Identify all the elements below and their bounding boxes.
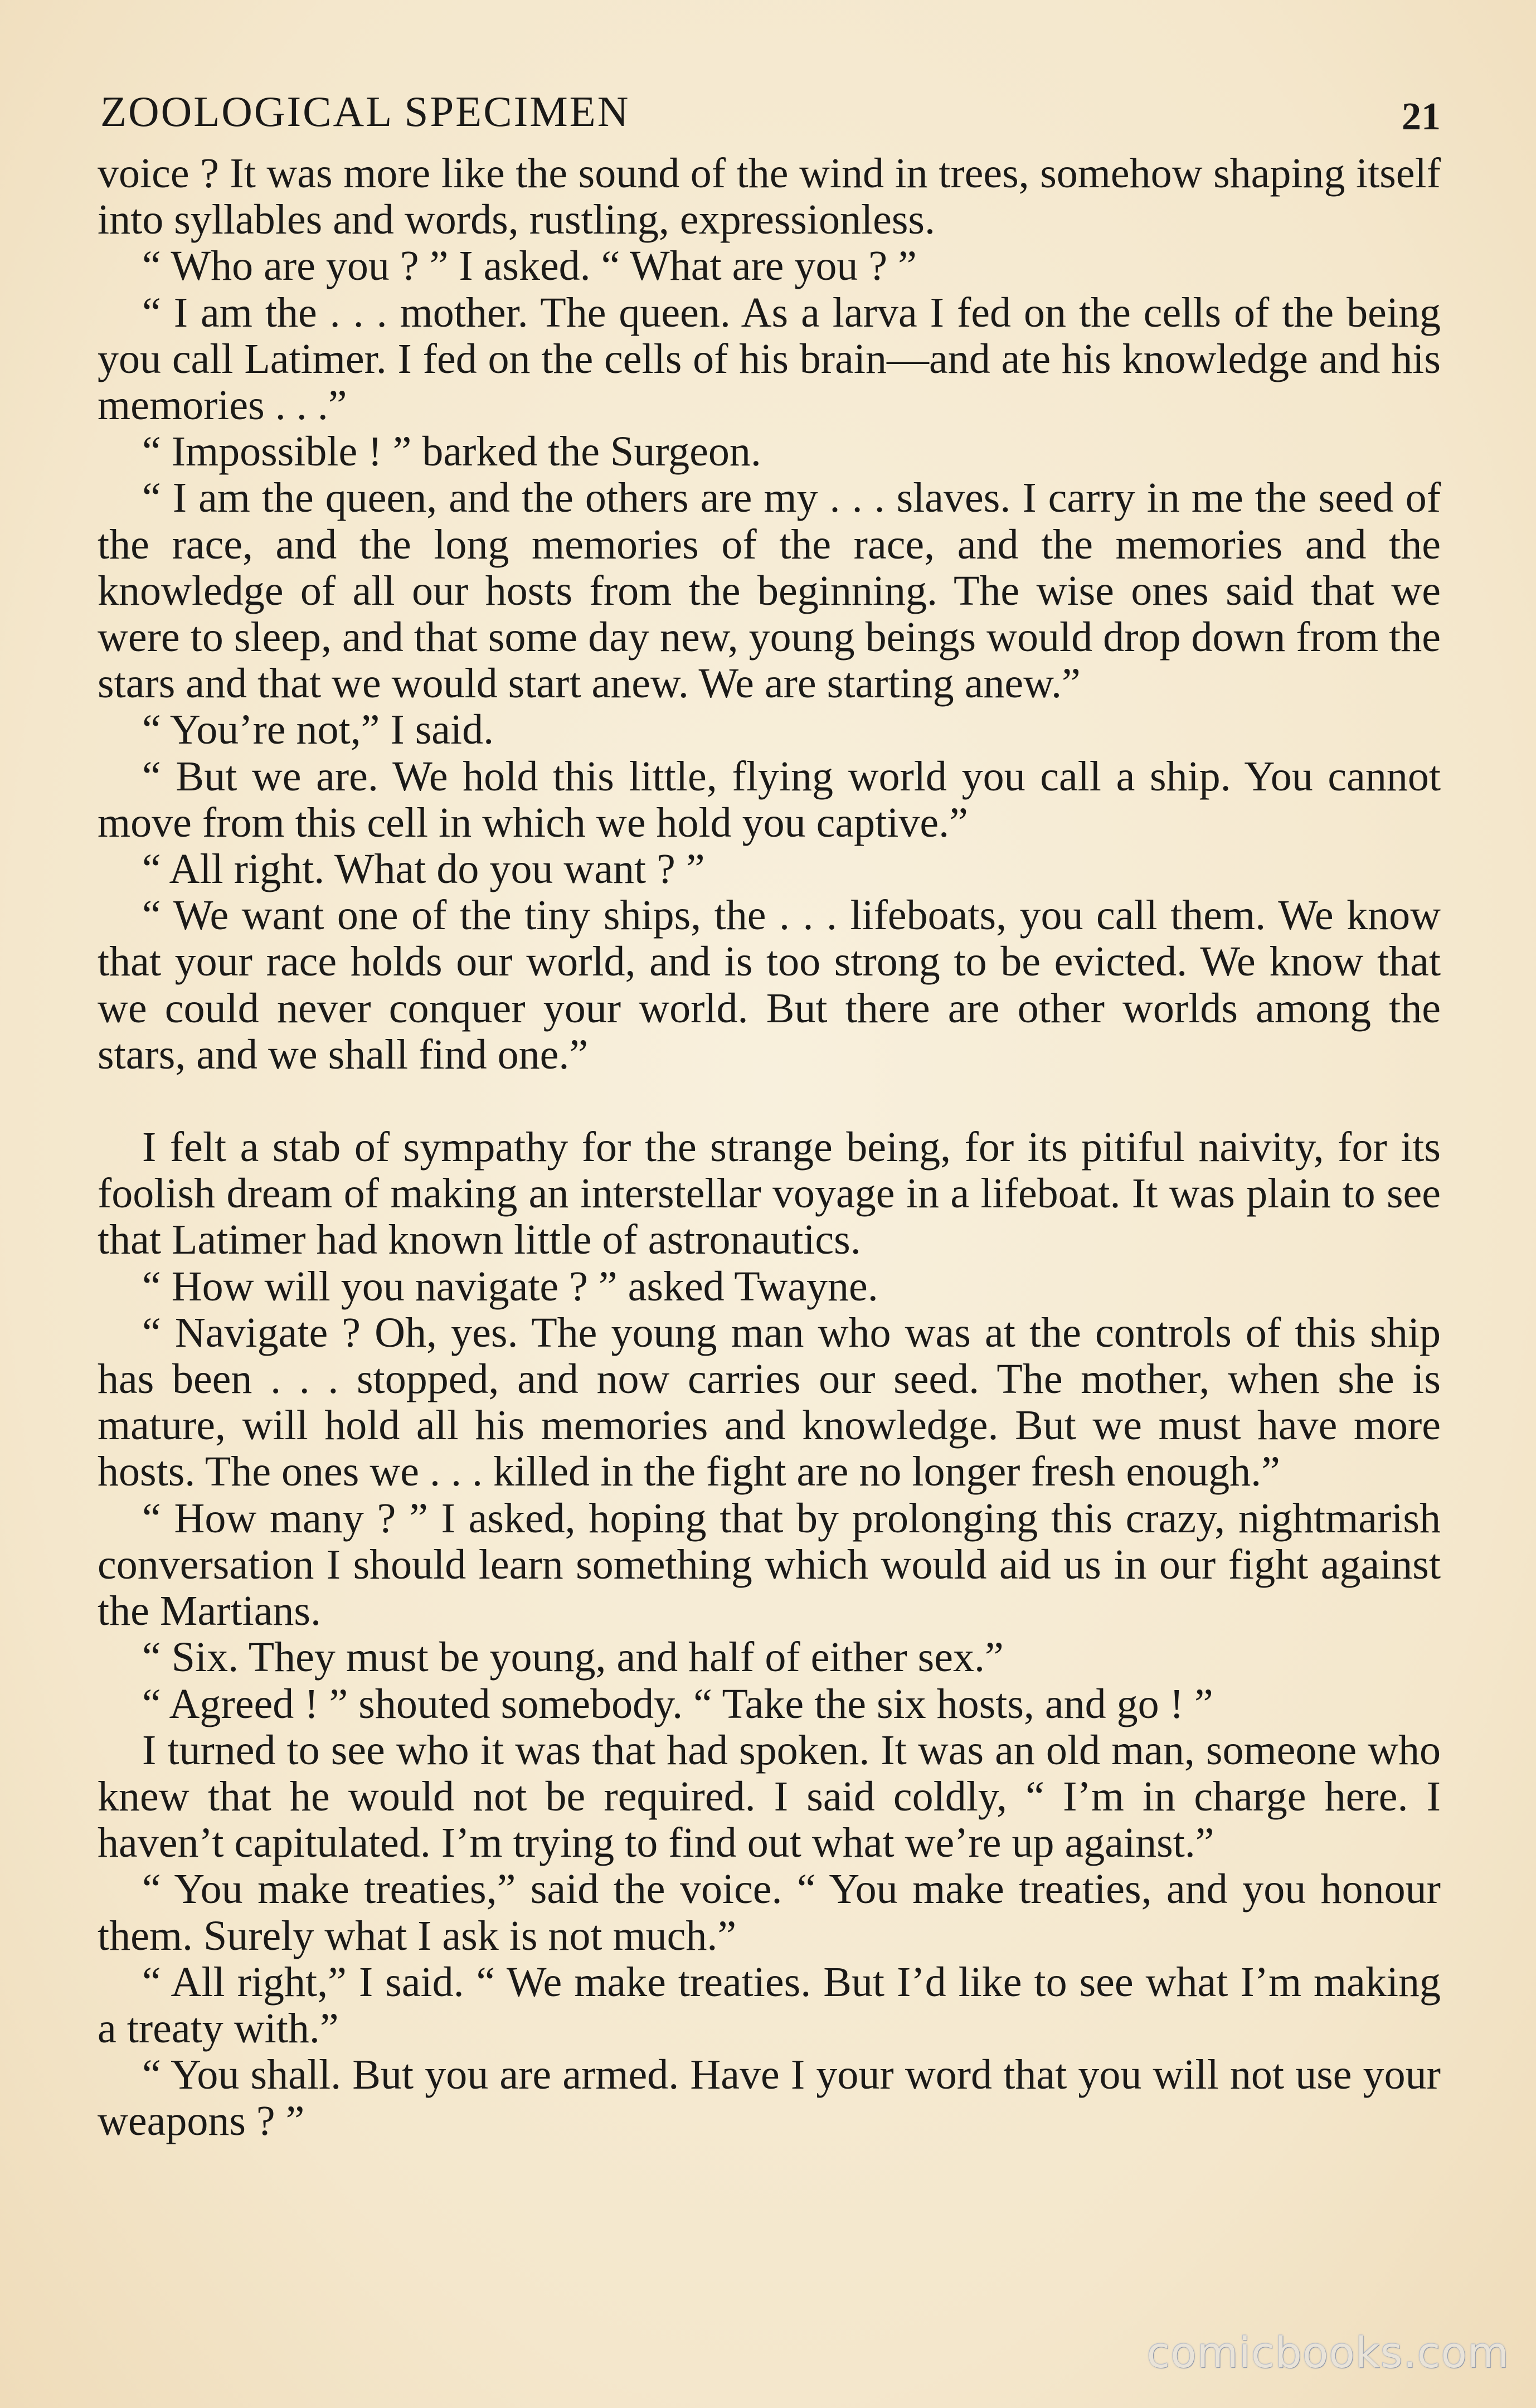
paragraph: voice ? It was more like the sound of the wind in trees, somehow shaping itself into syllables and words, rustling, expressionless. xyxy=(98,150,1441,244)
paragraph: I felt a stab of sympathy for the strange being, for its pitiful naivity, for its foolish dream of making an interstellar voyage in a lifeboat. It was plain to see that Latimer had known little of astronautics. xyxy=(98,1124,1441,1264)
paragraph: “ How many ? ” I asked, hoping that by prolonging this crazy, nightmarish conversation I should learn something which would aid us in our fight against the Martians. xyxy=(98,1494,1441,1635)
paragraph: “ You shall. But you are armed. Have I your word that you will not use your weapons ? ” xyxy=(98,2051,1441,2145)
paragraph: “ Who are you ? ” I asked. “ What are you ? ” xyxy=(142,242,917,290)
paragraph: “ We want one of the tiny ships, the . . . lifeboats, you call them. We know that your race holds our world, and is too strong to be evicted. We know that we could never conquer your world. But there are other worlds among the stars, and we shall find one.” xyxy=(98,892,1441,1078)
body-text xyxy=(98,151,1441,2145)
paragraph: “ Navigate ? Oh, yes. The young man who was at the controls of this ship has been . . . stopped, and now carries our seed. The mother, when she is mature, will hold all his memories and knowledge. But we must have more hosts. The ones we . . . killed in the fight are no longer fresh enough.” xyxy=(98,1309,1441,1496)
paragraph: “ Impossible ! ” barked the Surgeon. xyxy=(142,428,761,475)
paragraph: “ All right. What do you want ? ” xyxy=(142,846,705,893)
paragraph: “ I am the queen, and the others are my . . . slaves. I carry in me the seed of the race, and the long memories of the race, and the memories and the knowledge of all our hosts from the beginning. The wise ones said that we were to sleep, and that some day new, young beings would drop down from the stars and that we would start anew. We are starting anew.” xyxy=(98,474,1441,707)
paragraph: “ Six. They must be young, and half of either sex.” xyxy=(142,1634,1004,1681)
running-title: ZOOLOGICAL SPECIMEN xyxy=(100,88,630,135)
page-header xyxy=(98,84,1441,151)
paragraph: I turned to see who it was that had spoken. It was an old man, someone who knew that he would not be required. I said coldly, “ I’m in charge here. I haven’t capitulated. I’m trying to find out what we’re up against.” xyxy=(98,1726,1441,1867)
paragraph: “ You’re not,” I said. xyxy=(142,706,494,754)
paragraph: “ But we are. We hold this little, flying world you call a ship. You cannot move from this cell in which we hold you captive.” xyxy=(98,753,1441,846)
paragraph: “ You make treaties,” said the voice. “ You make treaties, and you honour them. Surely what I ask is not much.” xyxy=(98,1866,1441,1959)
page-number: 21 xyxy=(1402,95,1441,138)
book-page xyxy=(98,84,1441,2145)
paragraph: “ Agreed ! ” shouted somebody. “ Take the six hosts, and go ! ” xyxy=(142,1680,1213,1727)
paragraph: “ I am the . . . mother. The queen. As a larva I fed on the cells of the being you call Latimer. I fed on the cells of his brain—and ate his knowledge and his memories . . .” xyxy=(98,289,1441,429)
paragraph: “ All right,” I said. “ We make treaties. But I’d like to see what I’m making a treaty with.” xyxy=(98,1958,1441,2052)
paragraph: “ How will you navigate ? ” asked Twayne. xyxy=(142,1263,878,1310)
watermark: comicbooks.com xyxy=(1146,2328,1509,2377)
